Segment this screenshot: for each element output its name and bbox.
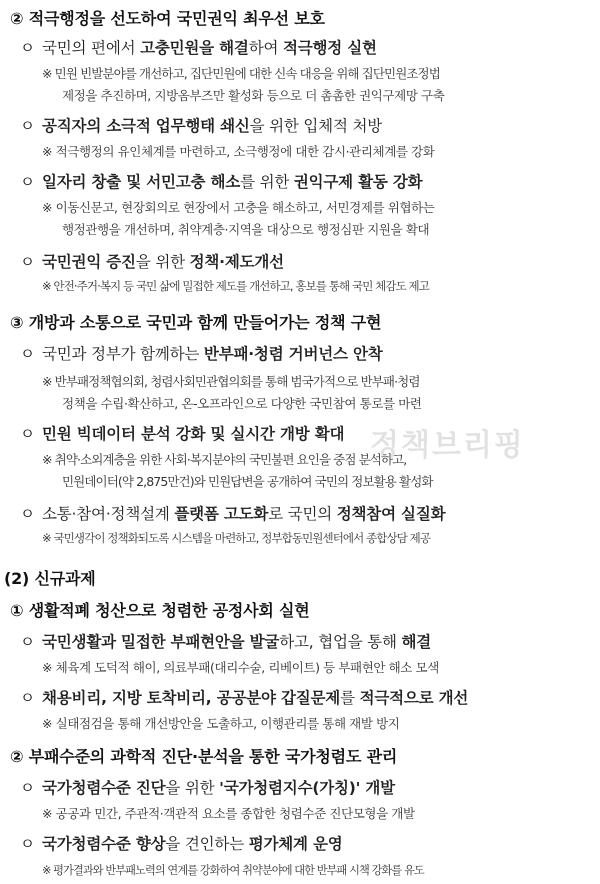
watermark: 정책브리핑	[370, 428, 525, 463]
subsection-heading: ② 부패수준의 과학적 진단·분석을 통한 국가청렴도 관리	[10, 747, 398, 766]
circle-bullet-icon: ㅇ	[20, 505, 35, 523]
section-heading: ③ 개방과 소통으로 국민과 함께 만들어가는 정책 구현	[10, 313, 382, 332]
circle-bullet-icon: ㅇ	[20, 173, 35, 191]
new-tasks-heading: (2) 신규과제	[4, 569, 96, 588]
bullet-item: ㅇ 소통·참여·정책설계 플랫폼 고도화로 국민의 정책참여 실질화	[20, 502, 445, 524]
bullet-item: ㅇ 국가청렴수준 진단을 위한 '국가청렴지수(가칭)' 개발	[20, 776, 395, 798]
bullet-item: ㅇ 국민과 정부가 함께하는 반부패·청렴 거버넌스 안착	[20, 342, 383, 364]
note-line: ※ 이동신문고, 현장회의로 현장에서 고충을 해소하고, 서민경제를 위협하는	[42, 200, 435, 215]
subsection-heading: ① 생활적폐 청산으로 청렴한 공정사회 실현	[10, 601, 310, 620]
note-line: ※ 국민생각이 정책화되도록 시스템을 마련하고, 정부합동민원센터에서 종합상담 제공	[42, 531, 431, 545]
note-continuation: 제정을 추진하며, 지방옴부즈만 활성화 등으로 더 촘촘한 권익구제망 구축	[62, 88, 445, 103]
note-line: ※ 체육계 도덕적 해이, 의료부패(대리수술, 리베이트) 등 부패현안 해소 모색	[42, 660, 439, 675]
bullet-item: ㅇ 국가청렴수준 향상을 견인하는 평가체계 운영	[20, 832, 343, 854]
note-continuation: 행정관행을 개선하며, 취약계층·지역을 대상으로 행정심판 지원을 확대	[62, 222, 430, 237]
circle-bullet-icon: ㅇ	[20, 835, 35, 853]
circle-bullet-icon: ㅇ	[20, 39, 35, 57]
circle-bullet-icon: ㅇ	[20, 253, 35, 271]
section-heading: ② 적극행정을 선도하여 국민권익 최우선 보호	[10, 9, 325, 28]
circle-bullet-icon: ㅇ	[20, 779, 35, 797]
note-continuation: 민원데이터(약 2,875만건)와 민원답변을 공개하여 국민의 정보활용 활성화	[62, 474, 433, 489]
note-line: ※ 적극행정의 유인체계를 마련하고, 소극행정에 대한 감시·관리체계를 강화	[42, 144, 435, 159]
circle-bullet-icon: ㅇ	[20, 633, 35, 651]
note-line: ※ 반부패정책협의회, 청렴사회민관협의회를 통해 범국가적으로 반부패·청렴	[42, 374, 420, 389]
note-line: ※ 취약·소외계층을 위한 사회·복지분야의 국민불편 요인을 중점 분석하고,	[42, 452, 407, 467]
note-continuation: 정책을 수립·확산하고, 온-오프라인으로 다양한 국민참여 통로를 마련	[62, 396, 422, 411]
bullet-item: ㅇ 국민권익 증진을 위한 정책·제도개선	[20, 250, 284, 272]
note-line: ※ 평가결과와 반부패노력의 연계를 강화하여 취약분야에 대한 반부패 시책 강화를 유도	[42, 864, 424, 877]
bullet-item: ㅇ 채용비리, 지방 토착비리, 공공분야 갑질문제를 적극적으로 개선	[20, 686, 468, 708]
bullet-item: ㅇ 국민의 편에서 고충민원을 해결하여 적극행정 실현	[20, 36, 377, 58]
circle-bullet-icon: ㅇ	[20, 425, 35, 443]
note-line: ※ 공공과 민간, 주관적·객관적 요소를 종합한 청렴수준 진단모형을 개발	[42, 806, 415, 821]
bullet-item: ㅇ 민원 빅데이터 분석 강화 및 실시간 개방 확대	[20, 422, 344, 444]
bullet-item: ㅇ 일자리 창출 및 서민고충 해소를 위한 권익구제 활동 강화	[20, 170, 422, 192]
circle-bullet-icon: ㅇ	[20, 117, 35, 135]
circle-bullet-icon: ㅇ	[20, 689, 35, 707]
circle-bullet-icon: ㅇ	[20, 345, 35, 363]
bullet-item: ㅇ 국민생활과 밀접한 부패현안을 발굴하고, 협업을 통해 해결	[20, 630, 431, 652]
note-line: ※ 안전·주거·복지 등 국민 삶에 밀접한 제도를 개선하고, 홍보를 통해 국민 체감도 제고	[42, 279, 429, 293]
note-line: ※ 실태점검을 통해 개선방안을 도출하고, 이행관리를 통해 재발 방지	[42, 716, 400, 731]
note-line: ※ 민원 빈발분야를 개선하고, 집단민원에 대한 신속 대응을 위해 집단민원조정법	[42, 66, 440, 81]
bullet-item: ㅇ 공직자의 소극적 업무행태 쇄신을 위한 입체적 처방	[20, 114, 382, 136]
